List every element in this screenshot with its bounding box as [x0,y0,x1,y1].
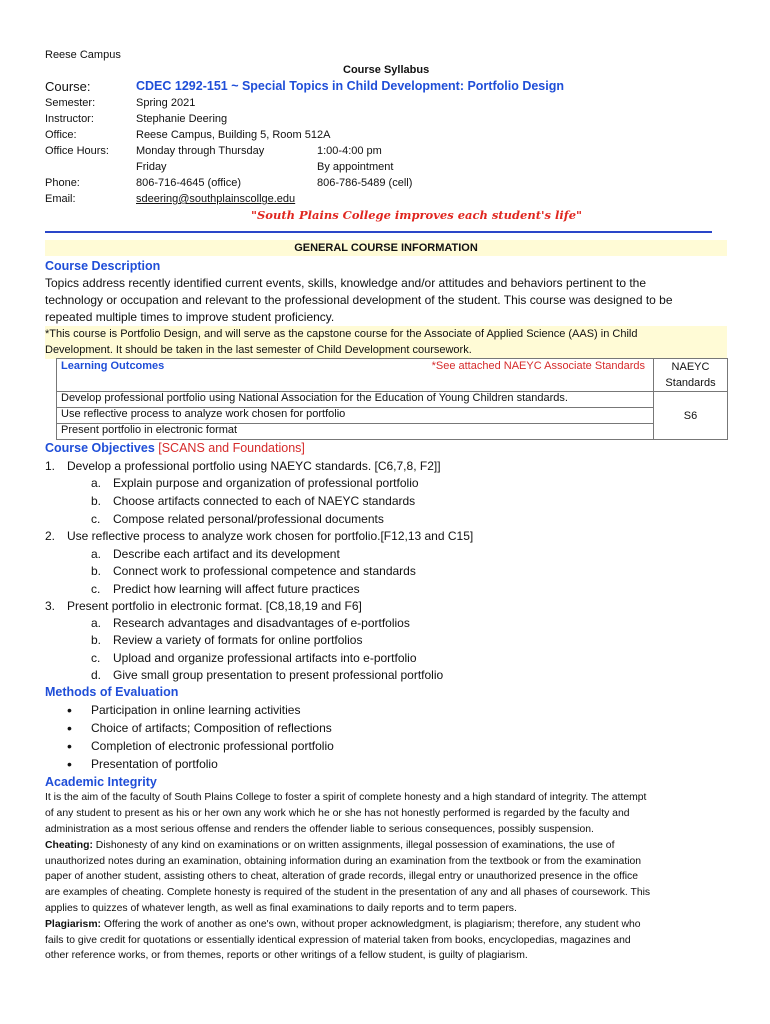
description-note-line-1: *This course is Portfolio Design, and will serve as the capstone course for the Associate of Applied Science (AAS) in Child [45,328,638,340]
sub-objective-letter: b. [91,564,102,578]
course-title: CDEC 1292-151 ~ Special Topics in Child Development: Portfolio Design [136,79,564,93]
cheating-line: are examples of cheating. Complete honesty is required of the student in the presentation of any and all phases of coursework. This [45,887,651,898]
naeyc-header-line-2: Standards [665,377,716,389]
cheating-line: unauthorized notes during an examination, obtaining information during an examination from the textbook or from the examination [45,856,642,867]
divider-line [45,231,712,233]
course-objectives-heading: Course Objectives [45,441,155,455]
sub-objective-text: Upload and organize professional artifacts into e-portfolio [113,651,417,665]
plagiarism-line: fails to give credit for quotations or essentially identical expression of material taken from books, encyclopedias, magazines and [45,935,631,946]
objectives-heading-row [45,441,305,455]
learning-outcomes-header: Learning Outcomes [61,360,165,372]
objective-number: 2. [45,529,56,543]
description-note-line-2: Development. It should be taken in the last semester of Child Development coursework. [45,344,472,356]
course-label: Course: [45,79,91,94]
naeyc-header-cell [654,359,728,392]
phone-cell: 806-786-5489 (cell) [317,177,413,189]
description-line-3: repeated multiple times to improve student proficiency. [45,310,335,324]
sub-objective-text: Explain purpose and organization of professional portfolio [113,476,419,490]
attached-standards-note: *See attached NAEYC Associate Standards [431,360,645,372]
semester-label: Semester: [45,97,96,109]
sub-objective-text: Compose related personal/professional documents [113,512,384,526]
sub-objective-text: Choose artifacts connected to each of NAEYC standards [113,494,416,508]
sub-objective-letter: a. [91,616,102,630]
description-line-2: technology or occupation and relevant to the professional development of the student. This course was designed to be [45,293,673,307]
sub-objective-text: Review a variety of formats for online portfolios [113,633,363,647]
sub-objective-text: Connect work to professional competence and standards [113,564,416,578]
sub-objective-letter: b. [91,633,102,647]
plagiarism-text: Offering the work of another as one's own, without proper acknowledgment, is plagiarism; therefore, any student who [101,919,641,930]
phone-label: Phone: [45,177,80,189]
college-slogan: "South Plains College improves each student's life" [251,208,583,222]
evaluation-item: Choice of artifacts; Composition of reflections [91,721,332,735]
academic-integrity-heading: Academic Integrity [45,775,157,789]
integrity-line: It is the aim of the faculty of South Plains College to foster a spirit of complete honesty and a high standard of integrity. The attempt [45,792,647,803]
cheating-label: Cheating: [45,840,93,851]
office-hours-days-2: Friday [136,161,167,173]
sub-objective-letter: c. [91,512,101,526]
objective-number: 3. [45,599,56,613]
office-hours-time-1: 1:00-4:00 pm [317,145,382,157]
outcomes-header-cell [57,359,654,392]
objective-text: Present portfolio in electronic format. [C8,18,19 and F6] [67,599,362,613]
evaluation-item: Participation in online learning activities [91,703,301,717]
cheating-line: paper of another student, assisting others to cheat, alteration of grade records, illegal entry or unauthorized presence in the office [45,871,639,882]
objective-text: Use reflective process to analyze work chosen for portfolio.[F12,13 and C15] [67,529,474,543]
plagiarism-line: other reference works, or from themes, reports or other writings of a fellow student, is guilty of plagiarism. [45,950,528,961]
sub-objective-letter: a. [91,476,102,490]
office-hours-time-2: By appointment [317,161,394,173]
bullet-icon: • [67,738,72,754]
instructor-label: Instructor: [45,113,94,125]
naeyc-header-line-1: NAEYC [671,361,710,373]
office-value: Reese Campus, Building 5, Room 512A [136,129,331,141]
objectives-scans-tag: [SCANS and Foundations] [158,441,305,455]
evaluation-heading: Methods of Evaluation [45,685,179,699]
semester-value: Spring 2021 [136,97,196,109]
learning-outcomes-table [56,358,728,440]
bullet-icon: • [67,702,72,718]
sub-objective-text: Give small group presentation to present professional portfolio [113,668,444,682]
outcome-row: Present portfolio in electronic format [57,424,654,440]
objective-number: 1. [45,459,56,473]
office-hours-label: Office Hours: [45,145,109,157]
description-line-1: Topics address recently identified current events, skills, knowledge and/or attitudes and behaviors pertinent to the [45,276,647,290]
integrity-line: administration as a most serious offense and renders the offender liable to serious consequences, possibly suspension. [45,824,594,835]
bullet-icon: • [67,756,72,772]
integrity-line: of any student to present as his or her own any work which he or she has not honestly performed is regarded by the faculty and [45,808,630,819]
course-description-heading: Course Description [45,259,161,273]
office-hours-days-1: Monday through Thursday [136,145,265,157]
bullet-icon: • [67,720,72,736]
doc-title: Course Syllabus [343,64,430,76]
cheating-line: applies to quizzes of whatever length, as well as final examinations to daily reports and to term papers. [45,903,517,914]
sub-objective-text: Research advantages and disadvantages of e-portfolios [113,616,410,630]
office-label: Office: [45,129,77,141]
general-info-heading: GENERAL COURSE INFORMATION [45,240,727,256]
outcome-row: Develop professional portfolio using National Association for the Education of Young Children standards. [57,392,654,408]
campus-name: Reese Campus [45,49,121,61]
sub-objective-letter: c. [91,651,101,665]
sub-objective-letter: d. [91,668,102,682]
instructor-value: Stephanie Deering [136,113,228,125]
sub-objective-text: Describe each artifact and its development [113,547,340,561]
sub-objective-letter: a. [91,547,102,561]
sub-objective-letter: c. [91,582,101,596]
plagiarism-line [45,919,641,930]
email-label: Email: [45,193,76,205]
sub-objective-text: Predict how learning will affect future practices [113,582,360,596]
objective-text: Develop a professional portfolio using NAEYC standards. [C6,7,8, F2]] [67,459,441,473]
sub-objective-letter: b. [91,494,102,508]
evaluation-item: Completion of electronic professional portfolio [91,739,334,753]
plagiarism-label: Plagiarism: [45,919,102,930]
cheating-line [45,840,614,851]
phone-office: 806-716-4645 (office) [136,177,241,189]
evaluation-item: Presentation of portfolio [91,757,218,771]
cheating-text: Dishonesty of any kind on examinations or on written assignments, illegal possession of examinations, the use of [92,840,615,851]
outcome-row: Use reflective process to analyze work chosen for portfolio [57,408,654,424]
naeyc-standard-cell: S6 [654,392,728,440]
email-link[interactable]: sdeering@southplainscollge.edu [136,193,296,205]
